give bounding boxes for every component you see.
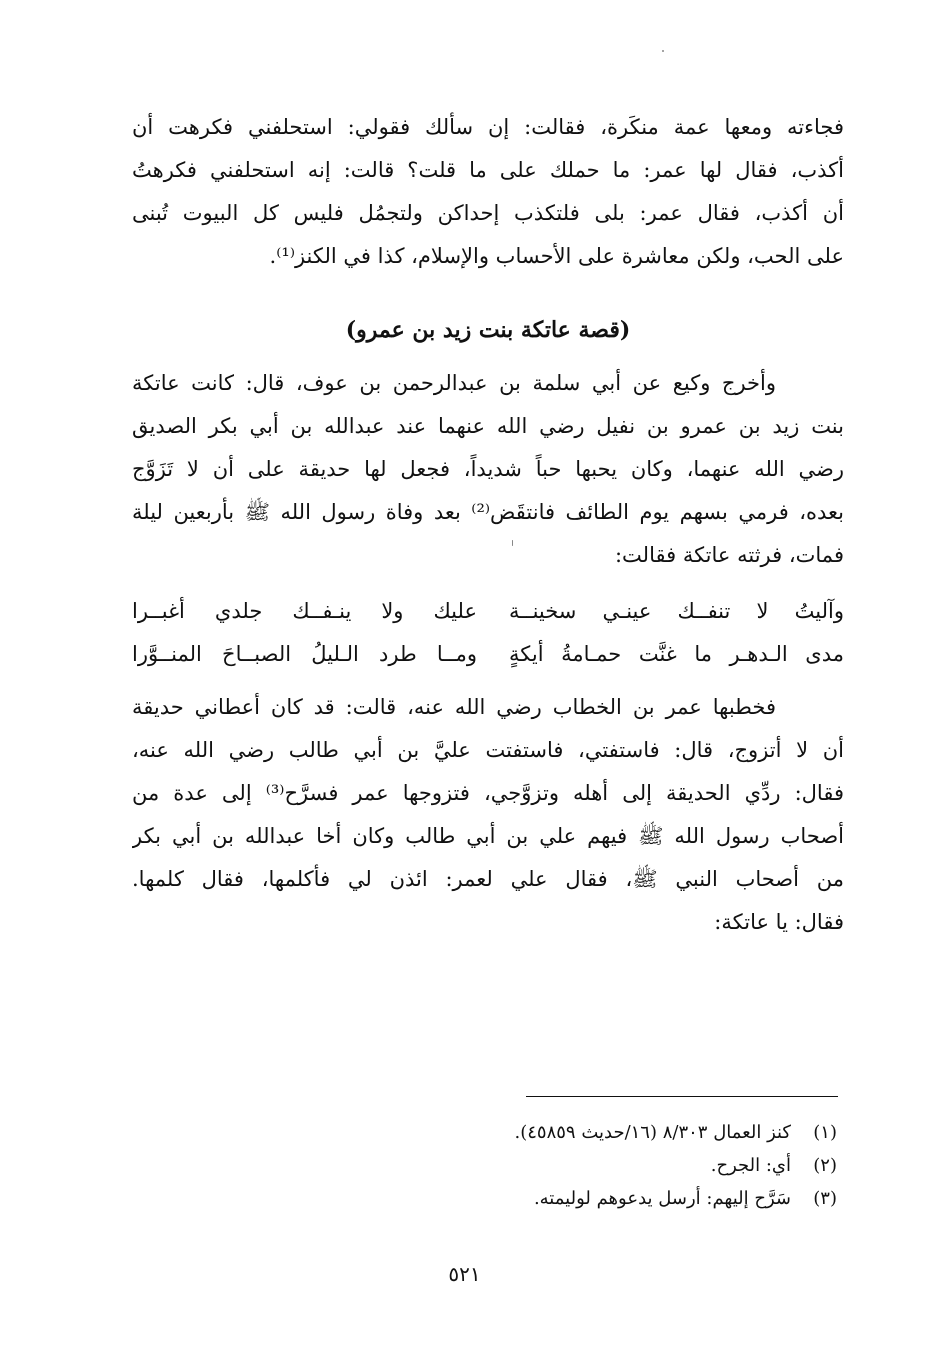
poem-hemistich-left: عليك ولا ينـفــك جلدي أغبــرا: [132, 599, 477, 623]
footnote-number: (١): [813, 1122, 837, 1143]
text-line: أن لا أتزوج، قال: فاستفتي، فاستفتت عليَّ بن أبي طالب رضي الله عنه،: [132, 738, 844, 762]
text-line: بعده، فرمي بسهم يوم الطائف فانتقَض⁽²⁾ بعد وفاة رسول الله ﷺ بأربعين ليلة: [132, 500, 844, 524]
paragraph-3: [132, 686, 844, 944]
footnote-text: كنز العمال ٨/٣٠٣ (١٦/حديث ٤٥٨٥٩).: [514, 1122, 791, 1143]
text-line: على الحب، ولكن معاشرة على الأحساب والإسلام، كذا في الكنز⁽¹⁾.: [269, 244, 844, 268]
poem-hemistich-right: وآليتُ لا تنفــك عينـي سخينــة: [509, 599, 844, 623]
footnote-separator: [526, 1096, 838, 1097]
poem-hemistich-left: ومــا طرد الـليلُ الصبــاحَ المنــوَّرا: [132, 642, 477, 666]
text-line: فقال: ردِّي الحديقة إلى أهله وتزوَّجي، فتزوجها عمر فسرَّح⁽³⁾ إلى عدة من: [132, 781, 844, 805]
section-heading: (قصة عاتكة بنت زيد بن عمرو): [345, 317, 631, 343]
text-line: رضي الله عنهما، وكان يحبها حباً شديداً، فجعل لها حديقة على أن لا تَزَوَّج: [132, 457, 844, 481]
footnote-text: سَرَّح إليهم: أرسل يدعوهم لوليمته.: [533, 1188, 791, 1209]
text-line: بنت زيد بن عمرو بن نفيل رضي الله عنهما عند عبدالله بن أبي بكر الصديق: [132, 414, 844, 438]
text-line: أن أكذب، فقال عمر: بلى فلتكذب إحداكن ولتجمُل فليس كل البيوت تُبنى: [132, 201, 844, 225]
text-line: أكذب، فقال لها عمر: ما حملك على ما قلت؟ قالت: إنه استحلفني فكرهتُ: [132, 158, 844, 182]
footnote: [515, 1117, 838, 1149]
poem-verse: [132, 590, 844, 633]
text-line: فقال: يا عاتكة:: [714, 910, 844, 934]
footnote: [711, 1150, 837, 1182]
poem: [132, 590, 844, 676]
text-line: من أصحاب النبي ﷺ، فقال علي لعمر: ائذن لي فأكلمها، فقال كلمها.: [132, 867, 844, 891]
scan-speck: [662, 50, 664, 52]
text-line: فمات، فرثته عاتكة فقالت:: [614, 543, 844, 567]
text-line: أصحاب رسول الله ﷺ فيهم علي بن أبي طالب وكان أخا عبدالله بن أبي بكر: [132, 824, 844, 848]
footnote-number: (٣): [813, 1188, 837, 1209]
paragraph-1: [132, 106, 844, 278]
text-line: فخطبها عمر بن الخطاب رضي الله عنه، قالت: قد كان أعطاني حديقة: [132, 695, 776, 719]
text-line: وأخرج وكيع عن أبي سلمة بن عبدالرحمن بن عوف، قال: كانت عاتكة: [132, 371, 776, 395]
poem-verse: [132, 633, 844, 676]
scan-speck: [512, 540, 513, 546]
footnote-number: (٢): [813, 1155, 837, 1176]
footnote: [534, 1183, 837, 1215]
paragraph-2: [132, 362, 844, 577]
poem-hemistich-right: مدى الـدهـر ما غنَّت حمـامةُ أيكةٍ: [509, 642, 844, 666]
text-line: فجاءته ومعها عمة منكَرة، فقالت: إن سألك فقولي: استحلفني فكرهت أن: [132, 115, 844, 139]
page-number: ٥٢١: [448, 1262, 481, 1286]
footnote-text: أي: الجرح.: [710, 1155, 791, 1176]
